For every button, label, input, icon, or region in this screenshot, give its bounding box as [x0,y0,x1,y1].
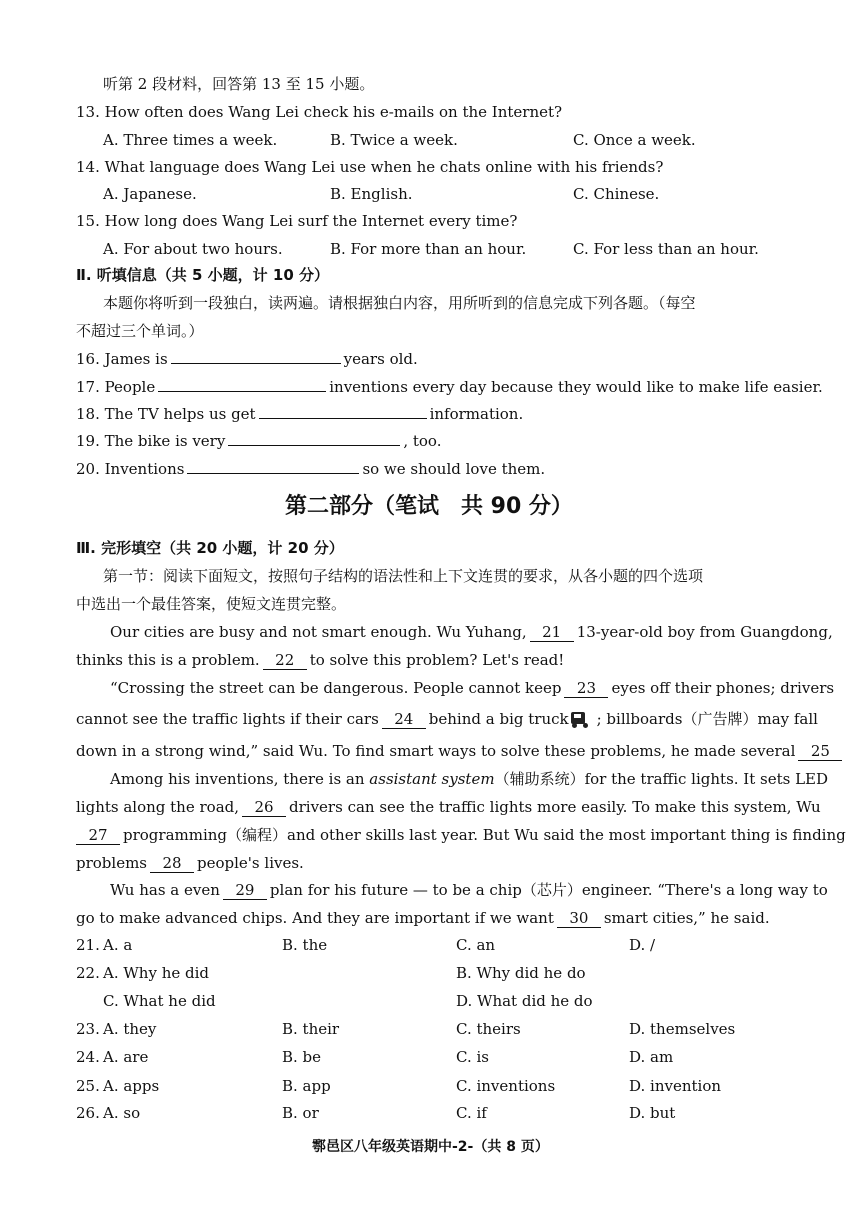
question-17 [76,377,823,396]
passage-text: lights along the road, [76,798,240,816]
question-20 [76,459,545,478]
q21-option-b[interactable]: B. the [282,936,328,954]
section-heading-listen-fill: Ⅱ. 听填信息（共 5 小题，计 10 分） [76,266,330,284]
blank-27: 27 [76,826,120,845]
option-number: 25. [76,1077,100,1095]
q22-option-c[interactable]: C. What he did [103,992,216,1010]
question-14: 14. What language does Wang Lei use when he chats online with his friends? [76,158,664,176]
passage-text: programming（编程）and other skills last year. But Wu said the most important thing is finding [123,826,846,844]
passage-line [110,679,834,698]
q17-answer-blank[interactable] [158,377,326,392]
passage-text: down in a strong wind,” said Wu. To find smart ways to solve these problems, he made several [76,742,796,760]
q20-tail: so we should love them. [362,460,546,478]
q16-stem: 16. James is [76,350,168,368]
q14-option-a: A. Japanese. [103,185,197,203]
passage-line [76,651,564,670]
passage-line [76,710,818,729]
passage-line [110,881,828,900]
q24-option-b[interactable]: B. be [282,1048,322,1066]
q19-answer-blank[interactable] [228,431,400,446]
blank-29: 29 [223,881,267,900]
question-18 [76,404,523,423]
page-footer: 鄠邑区八年级英语期中-2-（共 8 页） [312,1139,549,1155]
passage-text: Wu has a even [110,881,220,899]
q20-stem: 20. Inventions [76,460,185,478]
blank-28: 28 [150,854,194,873]
q26-option-c[interactable]: C. if [456,1104,487,1122]
q19-stem: 19. The bike is very [76,432,226,450]
part-two-title: 第二部分（笔试 共 90 分） [285,494,573,519]
blank-23: 23 [564,679,608,698]
passage-text: thinks this is a problem. [76,651,260,669]
q17-stem: 17. People [76,378,156,396]
q23-option-d[interactable]: D. themselves [629,1020,736,1038]
passage-text: Among his inventions, there is an [110,770,365,788]
passage-line [110,770,828,788]
cloze-instructions-1: 第一节：阅读下面短文，按照句子结构的语法性和上下文连贯的要求，从各小题的四个选项 [103,567,704,585]
blank-24: 24 [382,710,426,729]
blank-21: 21 [530,623,574,642]
q26-option-d[interactable]: D. but [629,1104,676,1122]
passage-text: plan for his future — to be a chip（芯片）engineer. “There's a long way to [269,881,828,899]
blank-26: 26 [242,798,286,817]
passage-text: drivers can see the traffic lights more easily. To make this system, Wu [289,798,821,816]
q15-option-b: B. For more than an hour. [330,240,527,258]
passage-text: behind a big truck [428,710,569,728]
q13-option-a: A. Three times a week. [103,131,278,149]
passage-text: Our cities are busy and not smart enough. Wu Yuhang, [110,623,527,641]
section-intro: 听第 2 段材料，回答第 13 至 15 小题。 [103,75,375,93]
option-number: 24. [76,1048,100,1066]
truck-icon [571,712,591,726]
q14-option-c: C. Chinese. [573,185,660,203]
q23-option-b[interactable]: B. their [282,1020,340,1038]
q23-option-c[interactable]: C. theirs [456,1020,521,1038]
option-number: 23. [76,1020,100,1038]
passage-text: 13-year-old boy from Guangdong, [576,623,833,641]
passage-text: people's lives. [197,854,304,872]
passage-text: go to make advanced chips. And they are important if we want [76,909,554,927]
q17-tail: inventions every day because they would like to make life easier. [329,378,823,396]
q16-tail: years old. [343,350,418,368]
passage-text: cannot see the traffic lights if their cars [76,710,379,728]
instructions-line-1: 本题你将听到一段独白，读两遍。请根据独白内容，用所听到的信息完成下列各题。（每空 [103,294,696,312]
q18-answer-blank[interactable] [259,404,427,419]
q21-option-d[interactable]: D. / [629,936,656,954]
q14-option-b: B. English. [330,185,413,203]
q25-option-d[interactable]: D. invention [629,1077,722,1095]
q15-option-c: C. For less than an hour. [573,240,759,258]
option-number: 26. [76,1104,100,1122]
q25-option-a[interactable]: A. apps [103,1077,160,1095]
passage-line [76,854,304,873]
q24-option-c[interactable]: C. is [456,1048,489,1066]
question-13: 13. How often does Wang Lei check his e-mails on the Internet? [76,103,563,121]
option-number: 22. [76,964,100,982]
passage-text: smart cities,” he said. [603,909,770,927]
q18-stem: 18. The TV helps us get [76,405,256,423]
question-15: 15. How long does Wang Lei surf the Internet every time? [76,212,518,230]
q13-option-b: B. Twice a week. [330,131,458,149]
passage-text: ; billboards（广告牌）may fall [596,710,818,728]
passage-text: problems [76,854,148,872]
q26-option-a[interactable]: A. so [103,1104,141,1122]
passage-line [76,826,846,845]
passage-line [76,909,770,928]
q25-option-c[interactable]: C. inventions [456,1077,556,1095]
blank-25: 25 [798,742,842,761]
instructions-line-2: 不超过三个单词。） [76,322,204,340]
q16-answer-blank[interactable] [171,349,341,364]
q22-option-d[interactable]: D. What did he do [456,992,593,1010]
passage-line [76,742,845,761]
passage-text: eyes off their phones; drivers [611,679,835,697]
q19-tail: , too. [403,432,442,450]
passage-text: （辅助系统）for the traffic lights. It sets LED [494,770,829,788]
cloze-instructions-2: 中选出一个最佳答案，使短文连贯完整。 [76,595,347,613]
section-heading-cloze: Ⅲ. 完形填空（共 20 小题，计 20 分） [76,539,344,557]
passage-line [76,798,821,817]
blank-30: 30 [557,909,601,928]
q13-option-c: C. Once a week. [573,131,696,149]
passage-text: “Crossing the street can be dangerous. People cannot keep [110,679,562,697]
q20-answer-blank[interactable] [187,459,359,474]
option-number: 21. [76,936,100,954]
q23-option-a[interactable]: A. they [103,1020,157,1038]
q15-option-a: A. For about two hours. [103,240,283,258]
q21-option-c[interactable]: C. an [456,936,496,954]
q22-option-a[interactable]: A. Why he did [103,964,209,982]
passage-line [110,623,833,642]
q22-option-b[interactable]: B. Why did he do [456,964,586,982]
q18-tail: information. [429,405,524,423]
q25-option-b[interactable]: B. app [282,1077,331,1095]
q24-option-a[interactable]: A. are [103,1048,149,1066]
q26-option-b[interactable]: B. or [282,1104,319,1122]
q21-option-a[interactable]: A. a [103,936,133,954]
q24-option-d[interactable]: D. am [629,1048,674,1066]
question-16 [76,349,418,368]
blank-22: 22 [263,651,307,670]
question-19 [76,431,441,450]
passage-text: to solve this problem? Let's read! [309,651,565,669]
passage-italic-term: assistant system [369,770,495,788]
